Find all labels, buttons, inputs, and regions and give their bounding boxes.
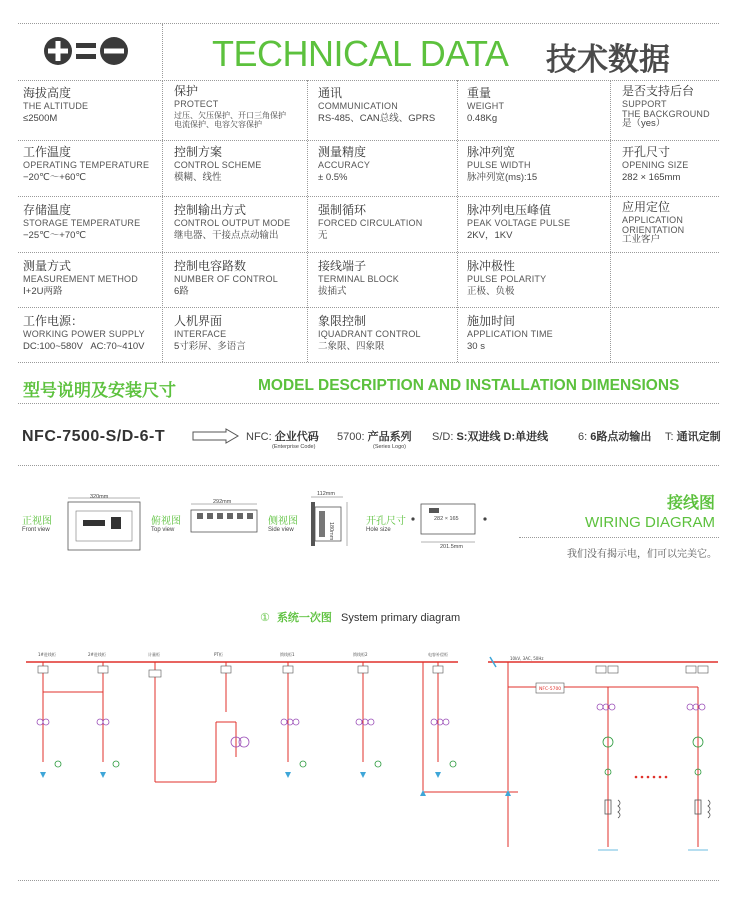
front-view-dim: 320mm (90, 494, 109, 500)
param-measurement-method: 测量方式 MEASUREMENT METHOD Ⅰ+2U两路 (23, 259, 138, 298)
param-application-time: 施加时间 APPLICATION TIME 30 s (467, 314, 553, 353)
top-view-dim: 292mm (213, 499, 232, 505)
model-section-title-cn: 型号说明及安装尺寸 (23, 381, 176, 400)
front-view-label: 正视图 Front view (22, 516, 52, 533)
hole-size-label: 开孔尺寸 Hole size (366, 516, 406, 533)
svg-text:PT柜: PT柜 (214, 652, 223, 657)
brand-logo (42, 34, 132, 73)
model-nfc: NFC: 企业代码 (Enterprise Code) (246, 431, 319, 450)
param-pulse-width: 脉冲列宽 PULSE WIDTH 脉冲列宽(ms):15 (467, 145, 538, 184)
arrow-icon (192, 428, 240, 449)
front-view-drawing (60, 494, 148, 559)
param-pulse-polarity: 脉冲极性 PULSE POLARITY 正极、负极 (467, 259, 547, 298)
param-protect: 保护 PROTECT 过压、欠压保护、开口三角保护 电流保护、电容欠容保护 (174, 84, 286, 130)
param-support-background: 是否支持后台 SUPPORT THE BACKGROUND 是（yes） (622, 84, 710, 130)
param-control-output: 控制输出方式 CONTROL OUTPUT MODE 继电器、干接点点动输出 (174, 203, 291, 242)
svg-text:10kV, 3AC, 50Hz: 10kV, 3AC, 50Hz (510, 656, 544, 661)
svg-text:2#进线柜: 2#进线柜 (88, 652, 106, 657)
model-section-title-en: MODEL DESCRIPTION AND INSTALLATION DIMENSIONS (258, 377, 680, 394)
svg-text:电容补偿柜: 电容补偿柜 (428, 652, 448, 657)
model-t: T: 通讯定制 (665, 431, 721, 443)
wiring-note: 我们没有揭示电，们可以完美它。 (567, 549, 717, 560)
param-peak-voltage: 脉冲列电压峰值 PEAK VOLTAGE PULSE 2KV，1KV (467, 203, 571, 242)
hole-size-dim: 201.5mm (440, 544, 463, 550)
side-view-label: 侧视图 Side view (268, 516, 298, 533)
svg-text:计量柜: 计量柜 (148, 652, 160, 657)
param-application-orientation: 应用定位 APPLICATION ORIENTATION 工业客户 (622, 200, 685, 246)
model-six: 6: 6路点动输出 (578, 431, 652, 443)
diagram-number: ① (260, 612, 270, 624)
side-view-dim-w: 112mm (317, 491, 335, 497)
param-communication: 通讯 COMMUNICATION RS-485、CAN总线、GPRS (318, 86, 436, 125)
param-altitude: 海拔高度 THE ALTITUDE ≤2500M (23, 86, 89, 125)
system-primary-diagram (18, 632, 720, 867)
param-weight: 重量 WEIGHT 0.48Kg (467, 86, 505, 125)
param-opening-size: 开孔尺寸 OPENING SIZE 282 × 165mm (622, 145, 689, 184)
wiring-title-en: WIRING DIAGRAM (585, 514, 715, 531)
param-storage-temp: 存储温度 STORAGE TEMPERATURE −25℃～+70℃ (23, 203, 141, 242)
svg-text:馈线柜1: 馈线柜1 (280, 652, 295, 657)
param-operating-temp: 工作温度 OPERATING TEMPERATURE −20℃～+60℃ (23, 145, 150, 184)
param-forced-circulation: 强制循环 FORCED CIRCULATION 无 (318, 203, 423, 242)
param-accuracy: 测量精度 ACCURACY ± 0.5% (318, 145, 371, 184)
page-title-cn: 技术数据 (546, 42, 670, 77)
model-code: NFC-7500-S/D-6-T (22, 428, 166, 445)
param-interface: 人机界面 INTERFACE 5寸彩屏、多语言 (174, 314, 246, 353)
svg-text:NFC-5700: NFC-5700 (539, 687, 562, 692)
param-terminal-block: 接线端子 TERMINAL BLOCK 拔插式 (318, 259, 399, 298)
diagram-title (260, 609, 460, 625)
page-title-en: TECHNICAL DATA (212, 33, 509, 74)
param-control-number: 控制电容路数 NUMBER OF CONTROL 6路 (174, 259, 278, 298)
svg-text:馈线柜2: 馈线柜2 (353, 652, 368, 657)
model-sd: S/D: S:双进线 D:单进线 (432, 431, 549, 443)
diagram-title-en: System primary diagram (341, 612, 461, 624)
wiring-title-cn: 接线图 (666, 495, 715, 512)
param-power-supply: 工作电源： WORKING POWER SUPPLY DC:100~580V AC:70~410V (23, 314, 145, 353)
top-view-label: 俯视图 Top view (151, 516, 181, 533)
model-series: 5700: 产品系列 (Series Logo) (337, 431, 412, 450)
side-view-dim-h: 180mm (328, 522, 334, 541)
param-quadrant-control: 象限控制 IQUADRANT CONTROL 二象限、四象限 (318, 314, 421, 353)
param-control-scheme: 控制方案 CONTROL SCHEME 模糊、线性 (174, 145, 262, 184)
top-view-drawing (187, 500, 263, 545)
svg-text:1#进线柜: 1#进线柜 (38, 652, 56, 657)
diagram-title-cn: 系统一次图 (276, 612, 332, 624)
hole-size-text: 282 × 165 (434, 516, 459, 522)
